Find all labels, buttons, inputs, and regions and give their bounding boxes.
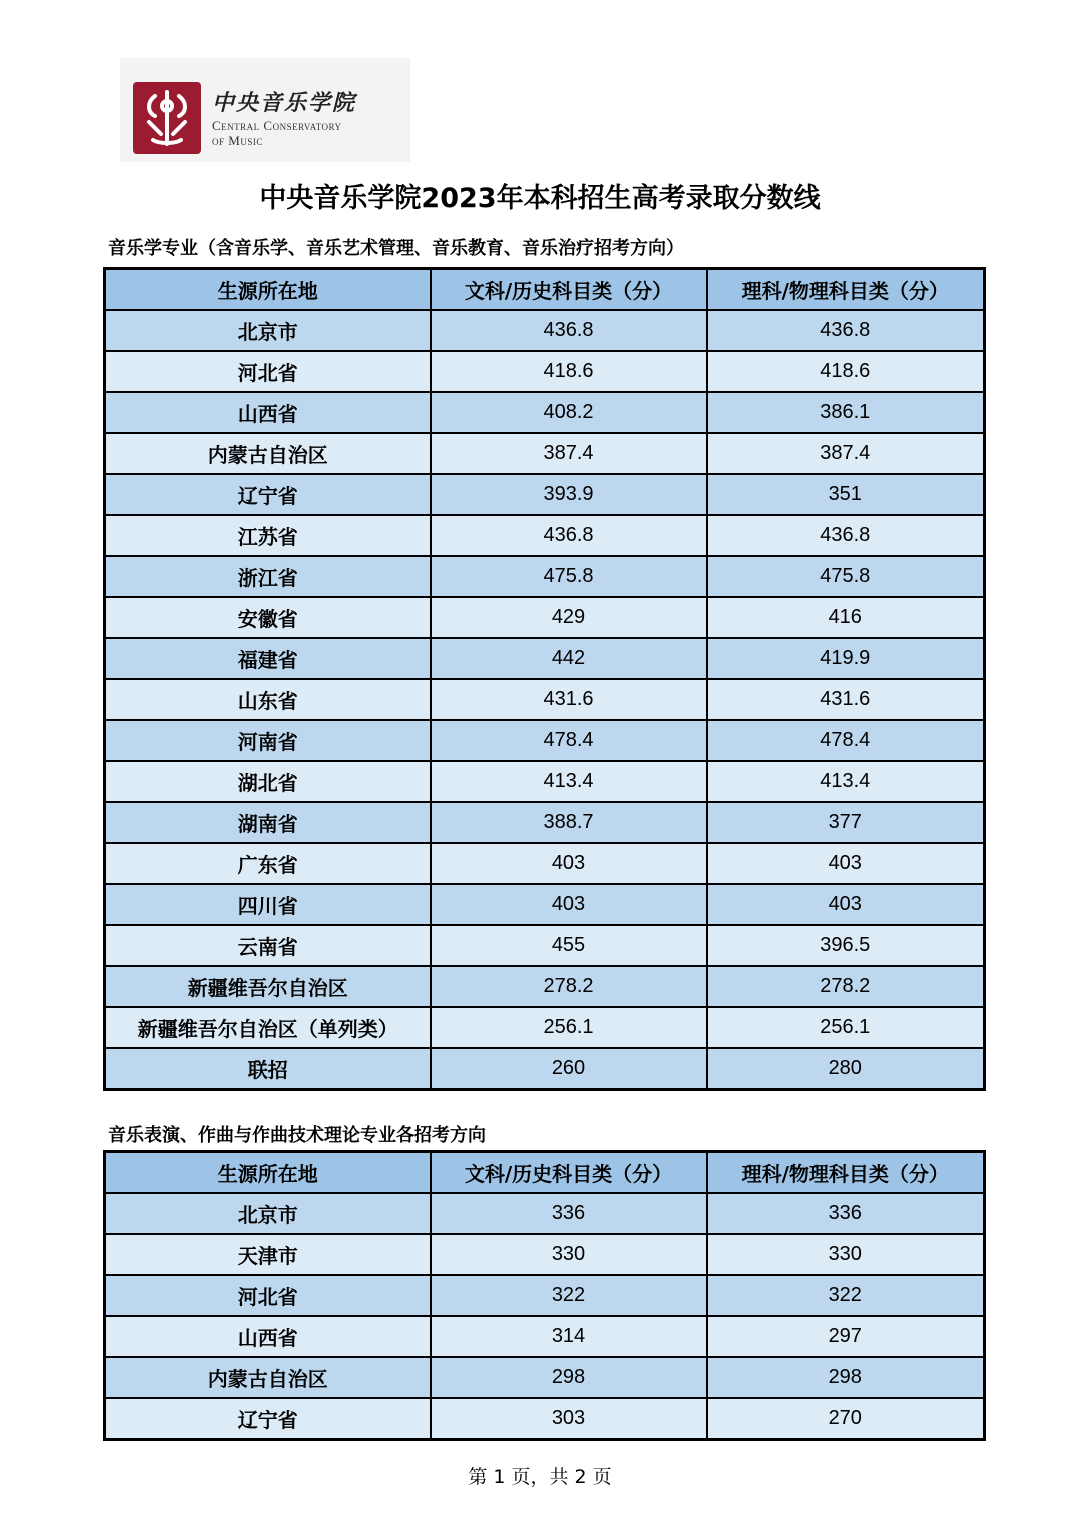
arts-score-cell: 442 xyxy=(431,638,707,679)
region-cell: 河南省 xyxy=(105,720,431,761)
region-cell: 内蒙古自治区 xyxy=(105,433,431,474)
section-1-heading: 音乐学专业（含音乐学、音乐艺术管理、音乐教育、音乐治疗招考方向） xyxy=(108,238,684,259)
region-cell: 河北省 xyxy=(105,1275,431,1316)
column-header-science: 理科/物理科目类（分） xyxy=(707,1152,985,1194)
arts-score-cell: 475.8 xyxy=(431,556,707,597)
science-score-cell: 478.4 xyxy=(707,720,985,761)
arts-score-cell: 388.7 xyxy=(431,802,707,843)
region-cell: 福建省 xyxy=(105,638,431,679)
arts-score-cell: 418.6 xyxy=(431,351,707,392)
table-row xyxy=(105,1398,985,1440)
table-row xyxy=(105,720,985,761)
region-cell: 联招 xyxy=(105,1048,431,1090)
section-1-table xyxy=(103,267,986,1091)
arts-score-cell: 403 xyxy=(431,843,707,884)
table-row xyxy=(105,1193,985,1234)
arts-score-cell: 455 xyxy=(431,925,707,966)
region-cell: 北京市 xyxy=(105,310,431,351)
table-row xyxy=(105,802,985,843)
table-row xyxy=(105,556,985,597)
document-title: 中央音乐学院2023年本科招生高考录取分数线 xyxy=(259,183,821,214)
science-score-cell: 396.5 xyxy=(707,925,985,966)
arts-score-cell: 314 xyxy=(431,1316,707,1357)
conservatory-seal-icon xyxy=(133,82,201,154)
table-header-row xyxy=(105,1152,985,1194)
arts-score-cell: 393.9 xyxy=(431,474,707,515)
region-cell: 广东省 xyxy=(105,843,431,884)
region-cell: 江苏省 xyxy=(105,515,431,556)
science-score-cell: 278.2 xyxy=(707,966,985,1007)
table-row xyxy=(105,597,985,638)
column-header-region: 生源所在地 xyxy=(105,269,431,311)
column-header-science: 理科/物理科目类（分） xyxy=(707,269,985,311)
table-row xyxy=(105,310,985,351)
arts-score-cell: 436.8 xyxy=(431,515,707,556)
table-row xyxy=(105,1316,985,1357)
arts-score-cell: 431.6 xyxy=(431,679,707,720)
region-cell: 湖南省 xyxy=(105,802,431,843)
region-cell: 河北省 xyxy=(105,351,431,392)
region-cell: 北京市 xyxy=(105,1193,431,1234)
region-cell: 云南省 xyxy=(105,925,431,966)
table-row xyxy=(105,392,985,433)
logo-chinese-name: 中央音乐学院 xyxy=(212,90,357,116)
logo-english-line-2: of Music xyxy=(212,133,263,148)
arts-score-cell: 336 xyxy=(431,1193,707,1234)
science-score-cell: 322 xyxy=(707,1275,985,1316)
region-cell: 辽宁省 xyxy=(105,1398,431,1440)
region-cell: 内蒙古自治区 xyxy=(105,1357,431,1398)
arts-score-cell: 330 xyxy=(431,1234,707,1275)
column-header-arts: 文科/历史科目类（分） xyxy=(431,269,707,311)
region-cell: 山东省 xyxy=(105,679,431,720)
region-cell: 四川省 xyxy=(105,884,431,925)
region-cell: 山西省 xyxy=(105,392,431,433)
science-score-cell: 377 xyxy=(707,802,985,843)
table-row xyxy=(105,638,985,679)
science-score-cell: 403 xyxy=(707,884,985,925)
science-score-cell: 336 xyxy=(707,1193,985,1234)
table-row xyxy=(105,1048,985,1090)
arts-score-cell: 403 xyxy=(431,884,707,925)
region-cell: 湖北省 xyxy=(105,761,431,802)
table-row xyxy=(105,1275,985,1316)
arts-score-cell: 478.4 xyxy=(431,720,707,761)
science-score-cell: 330 xyxy=(707,1234,985,1275)
table-row xyxy=(105,966,985,1007)
table-row xyxy=(105,925,985,966)
science-score-cell: 416 xyxy=(707,597,985,638)
table-row xyxy=(105,843,985,884)
region-cell: 山西省 xyxy=(105,1316,431,1357)
arts-score-cell: 256.1 xyxy=(431,1007,707,1048)
arts-score-cell: 303 xyxy=(431,1398,707,1440)
table-header-row xyxy=(105,269,985,311)
logo-english-line-1: Central Conservatory xyxy=(212,118,342,133)
table-row xyxy=(105,679,985,720)
region-cell: 浙江省 xyxy=(105,556,431,597)
arts-score-cell: 429 xyxy=(431,597,707,638)
arts-score-cell: 298 xyxy=(431,1357,707,1398)
arts-score-cell: 413.4 xyxy=(431,761,707,802)
science-score-cell: 436.8 xyxy=(707,310,985,351)
science-score-cell: 387.4 xyxy=(707,433,985,474)
region-cell: 新疆维吾尔自治区（单列类） xyxy=(105,1007,431,1048)
science-score-cell: 351 xyxy=(707,474,985,515)
region-cell: 天津市 xyxy=(105,1234,431,1275)
table-row xyxy=(105,474,985,515)
region-cell: 安徽省 xyxy=(105,597,431,638)
page-footer: 第 1 页，共 2 页 xyxy=(468,1466,612,1488)
table-row xyxy=(105,884,985,925)
column-header-region: 生源所在地 xyxy=(105,1152,431,1194)
section-2-table xyxy=(103,1150,986,1441)
logo-english-name xyxy=(212,118,342,148)
table-row xyxy=(105,351,985,392)
section-2-heading: 音乐表演、作曲与作曲技术理论专业各招考方向 xyxy=(108,1125,486,1146)
science-score-cell: 270 xyxy=(707,1398,985,1440)
science-score-cell: 413.4 xyxy=(707,761,985,802)
science-score-cell: 297 xyxy=(707,1316,985,1357)
science-score-cell: 418.6 xyxy=(707,351,985,392)
arts-score-cell: 408.2 xyxy=(431,392,707,433)
science-score-cell: 386.1 xyxy=(707,392,985,433)
science-score-cell: 419.9 xyxy=(707,638,985,679)
arts-score-cell: 322 xyxy=(431,1275,707,1316)
logo xyxy=(120,58,410,162)
science-score-cell: 280 xyxy=(707,1048,985,1090)
arts-score-cell: 260 xyxy=(431,1048,707,1090)
region-cell: 新疆维吾尔自治区 xyxy=(105,966,431,1007)
column-header-arts: 文科/历史科目类（分） xyxy=(431,1152,707,1194)
table-row xyxy=(105,1234,985,1275)
science-score-cell: 475.8 xyxy=(707,556,985,597)
table-row xyxy=(105,515,985,556)
table-row xyxy=(105,433,985,474)
science-score-cell: 256.1 xyxy=(707,1007,985,1048)
region-cell: 辽宁省 xyxy=(105,474,431,515)
science-score-cell: 298 xyxy=(707,1357,985,1398)
table-row xyxy=(105,1357,985,1398)
arts-score-cell: 387.4 xyxy=(431,433,707,474)
table-row xyxy=(105,1007,985,1048)
table-row xyxy=(105,761,985,802)
science-score-cell: 403 xyxy=(707,843,985,884)
science-score-cell: 431.6 xyxy=(707,679,985,720)
science-score-cell: 436.8 xyxy=(707,515,985,556)
arts-score-cell: 436.8 xyxy=(431,310,707,351)
arts-score-cell: 278.2 xyxy=(431,966,707,1007)
